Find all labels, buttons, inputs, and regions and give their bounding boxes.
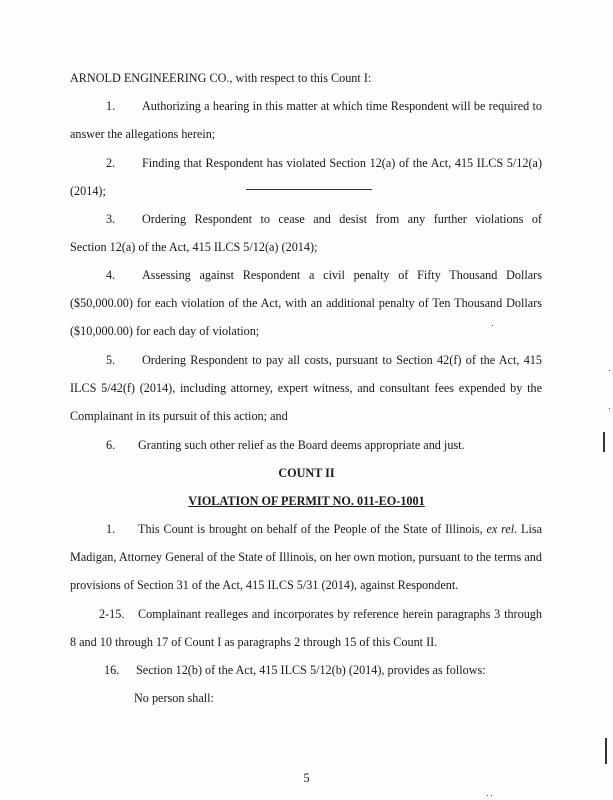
prayer-5-line-3: Complainant in its pursuit of this action; and — [70, 409, 288, 423]
count-2-paragraph-2-15-line-2: 8 and 10 through 17 of Count I as paragraphs 2 through 15 of this Count II. — [70, 635, 438, 649]
prayer-4-line-3: ($10,000.00) for each day of violation; — [70, 324, 260, 338]
scan-artifact — [487, 795, 488, 796]
prayer-2-line-2: (2014); — [70, 184, 106, 198]
prayer-2-line-1: Finding that Respondent has violated Section 12(a) of the Act, 415 ILCS 5/12(a) — [142, 156, 542, 170]
prayer-4-number: 4. — [106, 268, 116, 282]
prayer-5-line-2: ILCS 5/42(f) (2014), including attorney, expert witness, and consultant fees expended by the — [70, 381, 542, 395]
prayer-2-number: 2. — [106, 156, 116, 170]
ex-rel-italic: ex rel. — [486, 522, 518, 536]
count-2-heading: COUNT II — [278, 466, 335, 480]
count-2-subheading: VIOLATION OF PERMIT NO. 011-EO-1001 — [188, 494, 425, 508]
scan-artifact — [491, 795, 492, 796]
page-number: 5 — [303, 771, 310, 785]
count-2-paragraph-16-number: 16. — [104, 663, 120, 677]
count-2-paragraph-16-line-1: Section 12(b) of the Act, 415 ILCS 5/12(b) (2014), provides as follows: — [136, 663, 486, 677]
count-2-paragraph-1-line-1 — [138, 522, 542, 536]
prayer-5-line-1: Ordering Respondent to pay all costs, pursuant to Section 42(f) of the Act, 415 — [142, 353, 542, 367]
paragraph-text: This Count is brought on behalf of the People of the State of Illinois, — [138, 522, 487, 536]
count-2-paragraph-2-15-number: 2-15. — [99, 607, 125, 621]
count-2-paragraph-1-number: 1. — [106, 522, 116, 536]
scan-artifact — [603, 432, 605, 452]
prayer-1-number: 1. — [106, 99, 116, 113]
prayer-3-number: 3. — [106, 212, 116, 226]
scan-artifact — [605, 738, 607, 764]
prayer-3-line-2: Section 12(a) of the Act, 415 ILCS 5/12(a) (2014); — [70, 240, 318, 254]
prayer-6-number: 6. — [106, 438, 116, 452]
prayer-3-line-1: Ordering Respondent to cease and desist from any further violations of — [142, 212, 542, 226]
paragraph-text: Lisa — [517, 522, 543, 536]
scan-artifact — [609, 408, 610, 409]
count-2-paragraph-1-line-2: Madigan, Attorney General of the State of Illinois, on her own motion, pursuant to the terms and — [70, 550, 542, 564]
prayer-1-line-1: Authorizing a hearing in this matter at which time Respondent will be required to — [142, 99, 542, 113]
count-2-paragraph-2-15-line-1: Complainant realleges and incorporates by reference herein paragraphs 3 through — [138, 607, 542, 621]
scan-artifact — [492, 325, 493, 326]
count-2-paragraph-1-line-3: provisions of Section 31 of the Act, 415 ILCS 5/31 (2014), against Respondent. — [70, 578, 459, 592]
blank-line — [246, 189, 372, 190]
prayer-6-line-1: Granting such other relief as the Board deems appropriate and just. — [138, 438, 465, 452]
intro-line: ARNOLD ENGINEERING CO., with respect to this Count I: — [70, 71, 372, 85]
prayer-5-number: 5. — [106, 353, 116, 367]
statute-quote: No person shall: — [134, 691, 214, 705]
prayer-1-line-2: answer the allegations herein; — [70, 127, 216, 141]
prayer-4-line-1: Assessing against Respondent a civil penalty of Fifty Thousand Dollars — [142, 268, 542, 282]
prayer-4-line-2: ($50,000.00) for each violation of the Act, with an additional penalty of Ten Thousand Dollars — [70, 296, 542, 310]
scan-artifact — [609, 370, 610, 371]
